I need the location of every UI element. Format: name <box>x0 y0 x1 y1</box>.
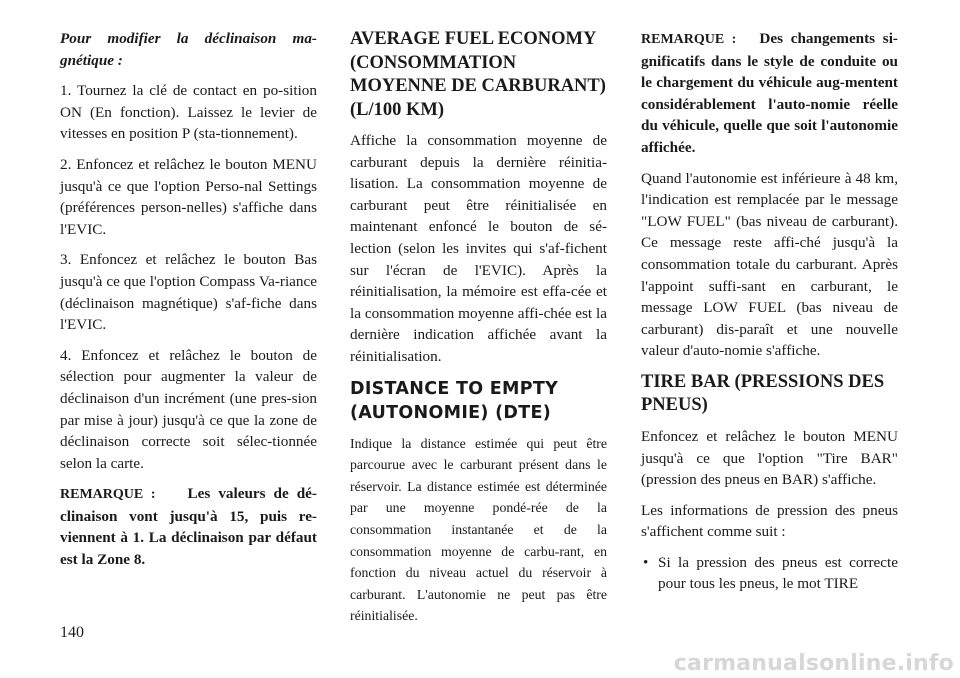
heading-tire-bar: TIRE BAR (PRESSIONS DES PNEUS) <box>641 371 885 416</box>
step-3: 3. Enfoncez et relâchez le bouton Bas jusqu'à ce que l'option Compass Va-riance (déclinaison magnétique) s'af-fiche dans l'EVIC. <box>60 251 317 334</box>
note-text: Les valeurs de dé-clinaison vont jusqu'à 15, puis re-viennent à 1. La déclinaison par défaut est la Zone 8. <box>60 485 317 569</box>
heading-distance-to-empty: DISTANCE TO EMPTY (AUTONOMIE) (DTE) <box>350 378 559 423</box>
step-4: 4. Enfoncez et relâchez le bouton de sélection pour augmenter la valeur de déclinaison d'un incrément (une pres-sion par mise à jour) jusqu'à ce que la zone de déclinaison correcte soit sélec-tionnée selon la carte. <box>60 346 317 472</box>
tire-info-list <box>641 552 898 595</box>
paragraph-low-fuel: Quand l'autonomie est inférieure à 48 km, l'indication est remplacée par le message "LOW FUEL" (bas niveau de carburant). Ce message reste affi-ché jusqu'à la consommation totale du carburant. Après l'appoint suffi-sant en carburant, le message LOW FUEL (bas niveau de carburant) dis-paraît et une nouvelle valeur d'auto-nomie s'affiche. <box>641 169 898 360</box>
heading-average-fuel-economy: AVERAGE FUEL ECONOMY (CONSOMMATION MOYENNE DE CARBURANT) (L/100 KM) <box>350 29 606 120</box>
watermark: carmanualsonline.info <box>673 651 954 676</box>
column-left <box>60 28 317 580</box>
section-heading-declination: Pour modifier la déclinaison ma-gnétique : <box>60 30 317 69</box>
step-2: 2. Enfoncez et relâchez le bouton MENU jusqu'à ce que l'option Perso-nal Settings (préférences person-nelles) s'affiche dans l'EVIC. <box>60 155 317 238</box>
list-item <box>641 552 898 595</box>
note-text: Des changements si-gnificatifs dans le style de conduite ou le chargement du véhicule aug-mentent considérablement l'auto-nomie réelle du véhicule, quelle que soit l'autonomie affichée. <box>641 30 898 156</box>
page-number: 140 <box>60 624 84 641</box>
note-label: REMARQUE : <box>60 487 156 503</box>
note-autonomy <box>641 28 898 159</box>
column-middle <box>350 28 607 636</box>
paragraph-tire-info: Les informations de pression des pneus s'affichent comme suit : <box>641 501 898 541</box>
bullet-icon: • <box>643 553 649 571</box>
step-1: 1. Tournez la clé de contact en po-sition ON (En fonction). Laissez le levier de vitesses en position P (sta-tionnement). <box>60 82 317 143</box>
note-label: REMARQUE : <box>641 32 737 47</box>
list-item-text: Si la pression des pneus est correcte pour tous les pneus, le mot TIRE <box>658 553 898 593</box>
paragraph-average-fuel-economy: Affiche la consommation moyenne de carburant depuis la dernière réinitia-lisation. La consommation moyenne de carburant peut être réinitialisée en maintenant enfoncé le bouton de sé-lection (selon les invites qui s'af-fichent sur l'écran de l'EVIC). Après la réinitialisation, la mémoire est effa-cée et la consommation moyenne affi-chée est la dernière indication affichée avant la réinitialisation. <box>350 132 607 365</box>
paragraph-tire-bar-menu: Enfoncez et relâchez le bouton MENU jusqu'à ce que l'option "Tire BAR" (pression des pneus en BAR) s'affiche. <box>641 427 898 489</box>
note-declination <box>60 483 317 570</box>
column-right <box>641 28 898 595</box>
paragraph-distance-to-empty: Indique la distance estimée qui peut être parcourue avec le carburant présent dans le réservoir. La distance estimée est déterminée par une moyenne pondé-rée de la consommation instantanée et de la consommation moyenne de carbu-rant, en fonction du niveau actuel du réservoir à carburant. L'autonomie ne peut pas être réinitialisée. <box>350 435 607 624</box>
